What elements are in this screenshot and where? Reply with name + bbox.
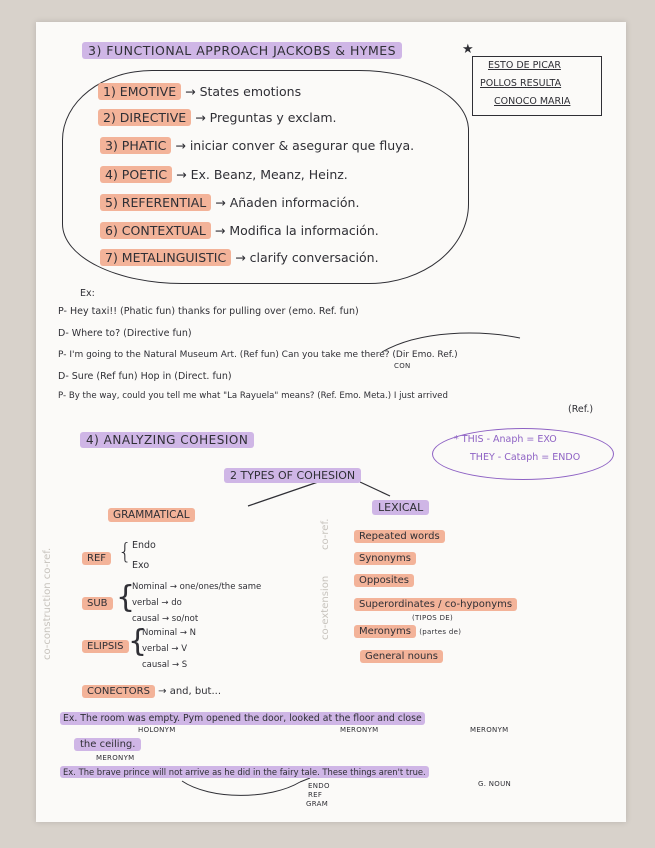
function-desc: Preguntas y exclam. [209, 110, 337, 125]
anaphora-note: THEY - Cataph = ENDO [470, 452, 581, 463]
dialogue-line: P- I'm going to the Natural Museum Art. (Ref fun) Can you take me there? (Dir Emo. Ref.) [58, 350, 458, 360]
brace-icon: { [116, 580, 136, 615]
star-icon: ★ [462, 42, 474, 57]
connectors-row [82, 686, 221, 697]
lexical-item: General nouns [360, 650, 443, 663]
arrow-icon: → [175, 138, 186, 153]
ref-item: Exo [132, 560, 150, 571]
elipsis-item: causal → S [142, 660, 188, 670]
sub-item: verbal → do [132, 598, 182, 608]
function-label: 1) EMOTIVE [98, 83, 181, 100]
lexical-item-sub: (partes de) [419, 628, 462, 636]
brace-icon: { [128, 624, 148, 659]
grammatical-title: GRAMMATICAL [108, 508, 195, 522]
example2-line: Ex. The brave prince will not arrive as he did in the fairy tale. These things aren't true. [60, 766, 429, 778]
example1-tag: MERONYM [96, 754, 135, 762]
arrow-icon: → [235, 250, 246, 265]
dialogue-line: D- Sure (Ref fun) Hop in (Direct. fun) [58, 371, 232, 382]
example2-tag: GRAM [306, 800, 329, 808]
arrow-icon: → [214, 223, 226, 238]
function-label: 6) CONTEXTUAL [100, 222, 211, 239]
section-3-title: 3) FUNCTIONAL APPROACH JACKOBS & HYMES [82, 42, 402, 59]
ref-label: REF [82, 552, 111, 565]
example1-line2: the ceiling. [74, 738, 141, 751]
connectors-label: CONECTORS [82, 685, 155, 698]
arrow-icon: → [195, 110, 206, 125]
arrow-icon: → [215, 195, 226, 210]
can-label: CON [394, 362, 411, 370]
mnemonic-line: CONOCO MARIA [494, 96, 571, 107]
dialogue-line: P- Hey taxi!! (Phatic fun) thanks for pulling over (emo. Ref. fun) [58, 306, 359, 317]
arrow-icon: → [158, 686, 167, 697]
lexical-item: Opposites [354, 574, 414, 587]
section-4-title: 4) ANALYZING COHESION [80, 432, 254, 448]
example1-tag: MERONYM [340, 726, 379, 734]
function-label: 5) REFERENTIAL [100, 194, 211, 211]
arrow-icon: → [185, 84, 196, 99]
function-desc: clarify conversación. [249, 250, 379, 265]
mnemonic-line: ESTO DE PICAR [488, 60, 561, 71]
mnemonic-line: POLLOS RESULTA [480, 78, 562, 89]
dialogue-tail: (Ref.) [568, 404, 594, 415]
brace-icon: { [118, 540, 132, 565]
ref-item: Endo [132, 540, 156, 551]
example2-tag: REF [308, 791, 323, 799]
anaphora-note: * THIS - Anaph = EXO [454, 434, 557, 445]
sub-item: Nominal → one/ones/the same [132, 582, 262, 592]
elipsis-item: verbal → V [142, 644, 188, 654]
example-label: Ex: [80, 288, 95, 299]
sub-label: SUB [82, 597, 113, 610]
lexical-side-label-top: co-ref. [320, 518, 331, 550]
connectors-desc: and, but... [169, 686, 222, 697]
function-desc: Ex. Beanz, Meanz, Heinz. [190, 167, 348, 182]
elipsis-item: Nominal → N [142, 628, 197, 638]
function-desc: Añaden información. [229, 195, 360, 210]
example1-tag: MERONYM [470, 726, 509, 734]
lexical-item: Meronyms [354, 625, 416, 638]
example1-line1: Ex. The room was empty. Pym opened the door, looked at the floor and close [60, 712, 425, 725]
function-label: 2) DIRECTIVE [98, 109, 191, 126]
example2-tag: ENDO [308, 782, 330, 790]
lexical-item: Synonyms [354, 552, 416, 565]
function-desc: iniciar conver & asegurar que fluya. [189, 138, 415, 153]
dialogue-line: D- Where to? (Directive fun) [58, 328, 192, 339]
types-title: 2 TYPES OF COHESION [224, 468, 361, 483]
dialogue-line: P- By the way, could you tell me what "La Rayuela" means? (Ref. Emo. Meta.) I just arrived [58, 391, 448, 401]
elipsis-label: ELIPSIS [82, 640, 129, 653]
grammatical-side-label: co-construction co-ref. [42, 547, 53, 660]
lexical-item-sub: (TIPOS DE) [412, 614, 454, 622]
lexical-item: Superordinates / co-hyponyms [354, 598, 517, 611]
sub-item: causal → so/not [132, 614, 199, 624]
function-desc: States emotions [199, 84, 302, 99]
function-label: 3) PHATIC [100, 137, 171, 154]
function-desc: Modifica la información. [229, 223, 379, 238]
example2-tag: G. NOUN [478, 780, 512, 788]
function-label: 4) POETIC [100, 166, 172, 183]
lexical-row [354, 626, 461, 637]
lexical-side-label-bottom: co-extension [320, 575, 331, 640]
example1-tag: HOLONYM [138, 726, 176, 734]
function-label: 7) METALINGUISTIC [100, 249, 231, 266]
lexical-item: Repeated words [354, 530, 445, 543]
arrow-icon: → [176, 167, 187, 182]
lexical-title: LEXICAL [372, 500, 429, 515]
